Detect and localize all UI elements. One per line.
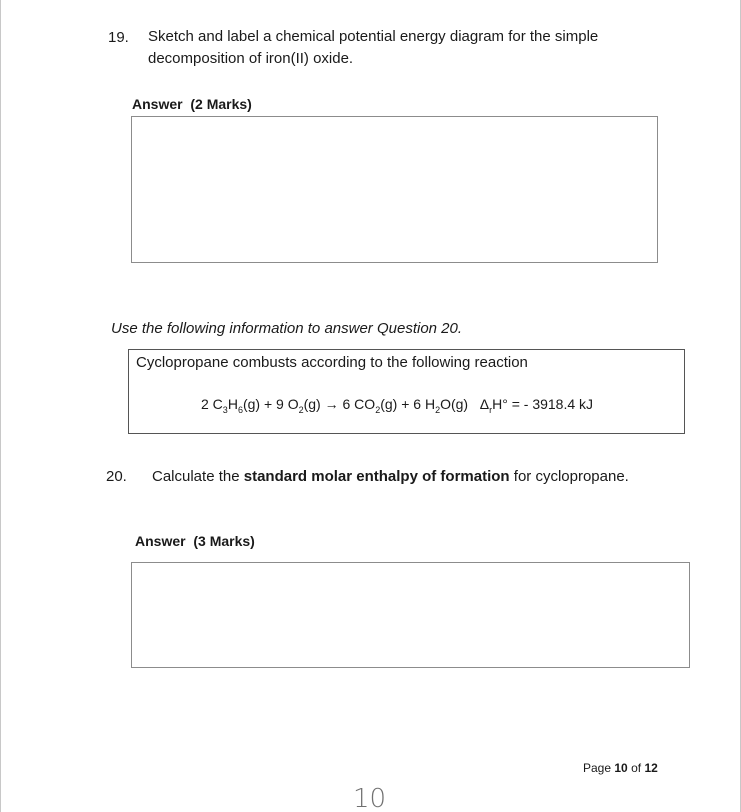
answer-19-label	[132, 96, 252, 112]
eq-part-3: (g) + 9 O	[242, 396, 299, 412]
question-20-number: 20.	[106, 468, 127, 485]
question-19-text	[148, 26, 668, 70]
question-20-text	[152, 466, 712, 488]
eq-sub-1: 3	[222, 404, 228, 415]
answer-20-label	[135, 533, 255, 549]
eq-part-5: (g) + 6 H	[380, 396, 436, 412]
question-20-text-before: Calculate the	[152, 468, 244, 485]
answer-19-marks: (2 Marks)	[190, 96, 252, 112]
eq-part-2: H	[227, 396, 238, 412]
eq-sub-4: 2	[375, 404, 381, 415]
question-20-text-after: for cyclopropane.	[509, 468, 629, 485]
answer-20-box[interactable]	[131, 562, 690, 668]
info-box-text: Cyclopropane combusts according to the following reaction	[136, 354, 528, 371]
question-20-text-bold: standard molar enthalpy of formation	[243, 468, 510, 485]
eq-delta: Δ	[479, 396, 490, 412]
eq-sub-5: 2	[435, 404, 441, 415]
question-19-line-2: decomposition of iron(II) oxide.	[148, 50, 354, 67]
eq-delta-sub: r	[489, 404, 493, 415]
footer-page-current: 10	[614, 761, 628, 775]
combustion-equation	[201, 396, 593, 415]
bottom-page-number: 10	[353, 784, 387, 812]
info-box	[128, 349, 685, 434]
eq-part-4: (g) → 6 CO	[303, 396, 376, 412]
page-footer	[583, 761, 658, 775]
answer-20-word: Answer	[135, 533, 186, 549]
question-19-number: 19.	[108, 29, 129, 46]
eq-enthalpy: H° = - 3918.4 kJ	[492, 396, 594, 412]
info-intro: Use the following information to answer Question 20.	[111, 320, 463, 337]
eq-part-6: O(g)	[440, 396, 469, 412]
footer-page-total: 12	[644, 761, 658, 775]
eq-part-1: 2 C	[201, 396, 223, 412]
footer-page-word: Page	[583, 761, 612, 775]
page-left-edge	[0, 0, 1, 812]
footer-of-word: of	[631, 761, 642, 775]
eq-sub-3: 2	[298, 404, 304, 415]
answer-20-marks: (3 Marks)	[193, 533, 255, 549]
question-19-line-1: Sketch and label a chemical potential energy diagram for the simple	[148, 28, 599, 45]
answer-19-box[interactable]	[131, 116, 658, 263]
eq-sub-2: 6	[237, 404, 243, 415]
answer-19-word: Answer	[132, 96, 183, 112]
